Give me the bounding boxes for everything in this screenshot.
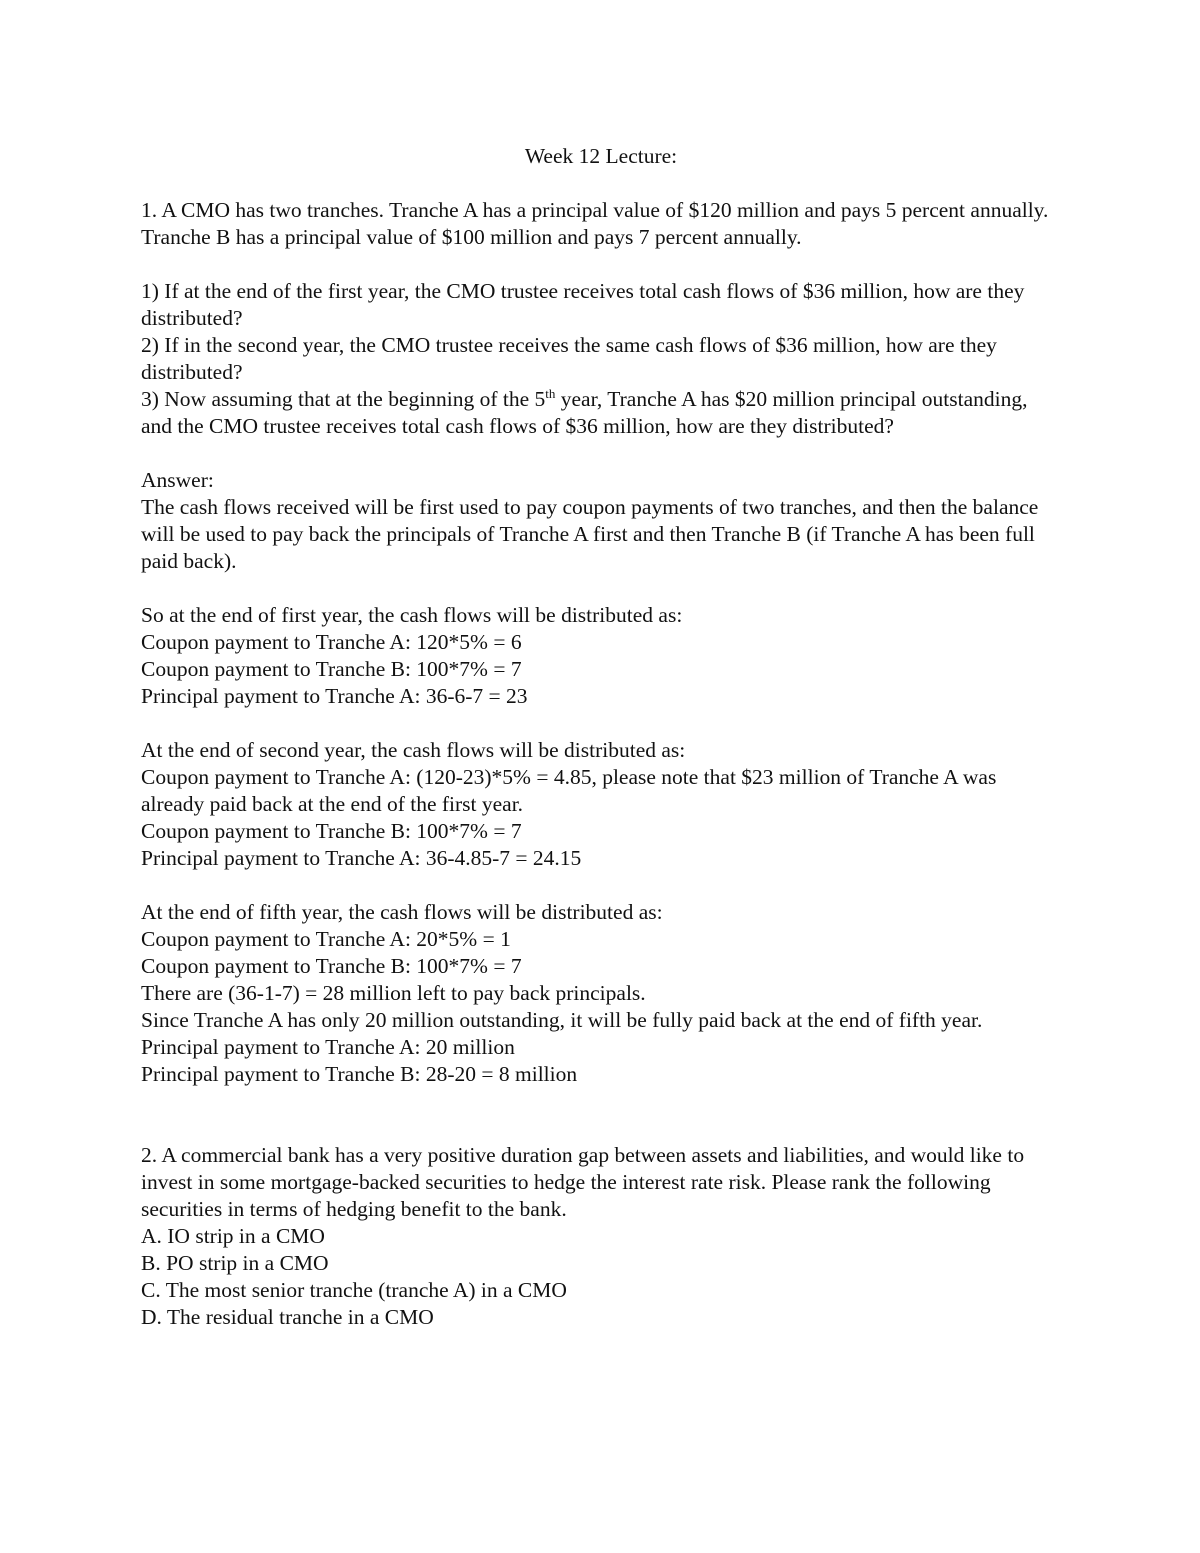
year-2-line: Coupon payment to Tranche A: (120-23)*5% = 4.85, please note that $23 million of Tranche A was already paid back at the end of the first year. (141, 765, 997, 816)
page-title: Week 12 Lecture: (524, 144, 678, 168)
question-2-option: C. The most senior tranche (tranche A) in a CMO (141, 1278, 567, 1302)
year-2-line: Coupon payment to Tranche B: 100*7% = 7 (141, 819, 522, 843)
year-5-line: Since Tranche A has only 20 million outstanding, it will be fully paid back at the end of fifth year. (141, 1008, 983, 1032)
question-1-part-3-start: 3) Now assuming that at the beginning of the 5 (141, 387, 546, 411)
year-5-heading: At the end of fifth year, the cash flows will be distributed as: (141, 900, 663, 924)
year-2-line: Principal payment to Tranche A: 36-4.85-7 = 24.15 (141, 846, 582, 870)
question-2-option: B. PO strip in a CMO (141, 1251, 329, 1275)
year-5-line: Coupon payment to Tranche B: 100*7% = 7 (141, 954, 522, 978)
question-1-intro: 1. A CMO has two tranches. Tranche A has a principal value of $120 million and pays 5 percent annually. Tranche B has a principal value of $100 million and pays 7 percent annually. (141, 198, 1049, 249)
question-1-part-1: 1) If at the end of the first year, the CMO trustee receives total cash flows of $36 million, how are they distributed? (141, 279, 1025, 330)
document-body (141, 143, 1061, 1331)
year-1-line: Coupon payment to Tranche A: 120*5% = 6 (141, 630, 522, 654)
question-1-part-2: 2) If in the second year, the CMO trustee receives the same cash flows of $36 million, how are they distributed? (141, 333, 997, 384)
answer-explanation: The cash flows received will be first used to pay coupon payments of two tranches, and then the balance will be used to pay back the principals of Tranche A first and then Tranche B (if Tranche A has been full paid back). (141, 495, 1039, 573)
spacer (141, 575, 1061, 602)
year-5-line: There are (36-1-7) = 28 million left to pay back principals. (141, 981, 646, 1005)
spacer (141, 872, 1061, 899)
question-2-option: A. IO strip in a CMO (141, 1224, 325, 1248)
question-2-intro: 2. A commercial bank has a very positive duration gap between assets and liabilities, and would like to invest in some mortgage-backed securities to hedge the interest rate risk. Please rank the following securities in terms of hedging benefit to the bank. (141, 1143, 1025, 1221)
question-2-option: D. The residual tranche in a CMO (141, 1305, 434, 1329)
spacer (141, 1088, 1061, 1142)
year-1-line: Coupon payment to Tranche B: 100*7% = 7 (141, 657, 522, 681)
year-1-heading: So at the end of first year, the cash flows will be distributed as: (141, 603, 683, 627)
year-2-heading: At the end of second year, the cash flows will be distributed as: (141, 738, 686, 762)
question-1-part-3 (141, 386, 1061, 440)
ordinal-superscript: th (545, 386, 556, 401)
year-5-line: Principal payment to Tranche B: 28-20 = 8 million (141, 1062, 578, 1086)
spacer (141, 710, 1061, 737)
year-1-line: Principal payment to Tranche A: 36-6-7 = 23 (141, 684, 528, 708)
spacer (141, 440, 1061, 467)
spacer (141, 251, 1061, 278)
year-5-line: Coupon payment to Tranche A: 20*5% = 1 (141, 927, 511, 951)
year-5-line: Principal payment to Tranche A: 20 million (141, 1035, 515, 1059)
question-1-part-3-end: year, Tranche A has $20 million principal outstanding, and the CMO trustee receives total cash flows of $36 million, how are they distributed? (141, 387, 1028, 438)
answer-heading: Answer: (141, 468, 214, 492)
